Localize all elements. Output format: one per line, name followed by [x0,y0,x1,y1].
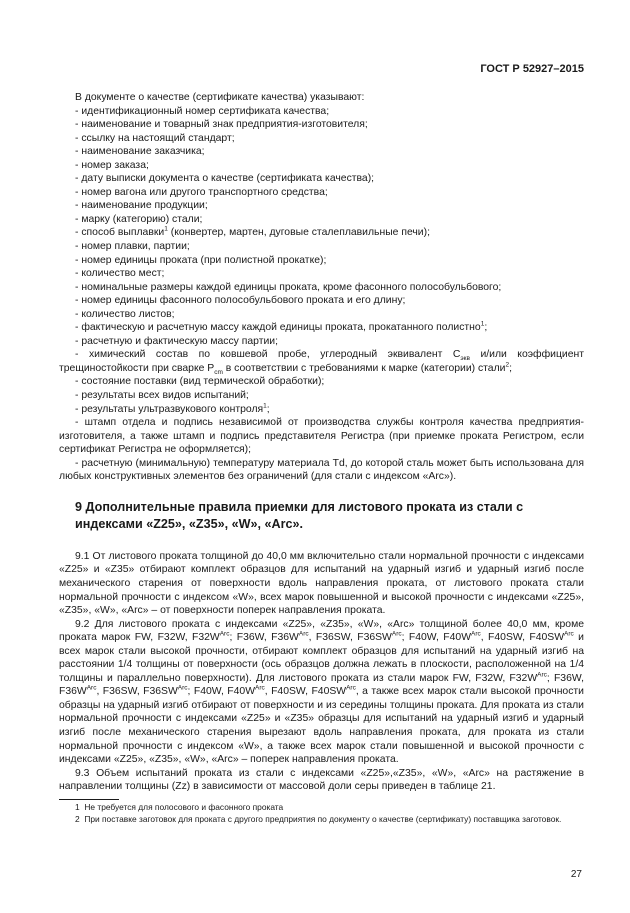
subscript: cm [214,369,223,377]
superscript: Arc [177,684,188,692]
footnote-divider [59,799,119,800]
list-item: - результаты всех видов испытаний; [75,390,249,402]
text: ; F36W, F36W [59,672,584,698]
text: 9.2 Для листового проката с индексами «Z25», «Z35», «W», «Arc» толщиной более 40,0 мм, кроме проката марок FW, F32W, F32W [59,618,584,644]
superscript: Arc [346,684,356,692]
text: и/или коэффициент трещиностойкости при сварке P [59,349,584,374]
list-item-chemical-composition [59,348,584,375]
paragraph-9-2 [59,618,584,767]
footnote-number: 2 [75,813,80,824]
list-item-mass [59,321,584,335]
superscript: Arc [219,630,230,638]
list-item: - ссылку на настоящий стандарт; [75,132,235,144]
text: - фактическую и расчетную массу каждой единицы проката, прокатанного полистно [75,322,481,334]
list-item: - идентификационный номер сертификата качества; [75,105,330,117]
list-item: - номер единицы проката (при полистной прокатке); [75,254,327,266]
list-item: - наименование продукции; [75,200,208,212]
paragraph-9-1: 9.1 От листового проката толщиной до 40,0 мм включительно стали нормальной прочности с индексами «Z25» и «Z35» отбирают комплект образцов для испытаний на ударный изгиб и ударный изгиб после механического старения от поверхности вдоль направления проката, от листового проката стали нормальной прочности с индексом «W», всех марок повышенной и высокой прочности с индексами «Z25», «Z35», «W», «Arc» – от поверхности поперек направления проката. [59,550,584,617]
list-item: - дату выписки документа о качестве (сертификата качества); [75,173,375,185]
text: и всех марок стали высокой прочности, отбирают комплект образцов для испытаний на ударный изгиб на расстоянии 1/4 толщины от поверхности (ось образцов должна лежать в плоскости, расположенной на 1/4 толщины и параллельно поверхности). Для листового проката из стали марок FW, F32W, F32W [59,632,584,684]
text: ; F36W, F36W [229,632,299,644]
list-item: - расчетную и фактическую массу партии; [75,335,278,347]
list-item-melt-method [59,226,584,240]
list-item: - номер плавки, партии; [75,241,190,253]
superscript: Arc [298,630,309,638]
text: , F40SW, F40SW [264,686,347,698]
standard-number: ГОСТ Р 52927–2015 [480,63,584,75]
text: в соответствии с требованиями к марке (категории) стали [222,362,506,374]
superscript: Arc [255,684,265,692]
superscript: Arc [86,684,97,692]
list-item-ultrasonic [59,403,584,417]
text: , F40SW, F40SW [480,632,565,644]
footnote-text: При поставке заготовок для проката с другого предприятия по документу о качестве (сертификату) поставщика заготовок. [84,813,562,824]
text: - химический состав по ковшевой пробе, углеродный эквивалент C [75,349,461,361]
superscript: Arc [471,630,481,638]
text: , F36SW, F36SW [96,686,178,698]
list-item: - номер единицы фасонного полособульбового проката и его длину; [75,295,406,307]
list-item: - количество листов; [75,308,175,320]
text: ; [484,322,488,334]
footnote [59,802,584,814]
footnote [59,814,584,826]
text: (конвертер, мартен, дуговые сталеплавильные печи); [167,227,430,239]
text: ; F40W, F40W [187,686,256,698]
list-item-temperature: - расчетную (минимальную) температуру материала Td, до которой сталь может быть использована для любых конструктивных элементов без ограничений (для стали с индексом «Arc»). [59,457,584,483]
superscript: Arc [391,630,402,638]
list-item-stamp: - штамп отдела и подпись независимой от производства службы контроля качества предприятия-изготовителя, а также штамп и подпись представителя Регистра (при приемке проката Регистром, если сертификат Регистра не оформляется); [59,417,584,456]
list-item: - марку (категорию) стали; [75,213,203,225]
footnote-ref: 1 [263,402,267,410]
list-item: - номинальные размеры каждой единицы проката, кроме фасонного полособульбового; [75,281,502,293]
list-item: - наименование и товарный знак предприятия-изготовителя; [75,119,368,131]
footnote-ref: 1 [480,320,485,328]
footnote-ref: 1 [164,226,168,233]
page-number: 27 [570,869,582,880]
list-item: - количество мест; [75,268,165,280]
footnote-number: 1 [75,801,80,812]
intro-paragraph: В документе о качестве (сертификате качества) указывают: [75,92,365,103]
list-item: - номер вагона или другого транспортного средства; [75,186,328,198]
superscript: Arc [537,671,547,679]
footnote-ref: 2 [505,361,510,369]
text: , а также всех марок стали высокой прочности образцы на ударный изгиб отбирают от поверхности и из середины толщины проката. Для проката из стали нормальной прочности с индексами «Z25» и «Z35» образцы для испытаний на ударный изгиб и ударный изгиб после механического старения вырезают вдоль направления проката, для проката из стали нормальной прочности с индексом «W», а также всех марок стали повышенной и высокой прочности с индексами «Z25», «Z35», «W», «Arc» – поперек направления проката. [59,686,584,766]
superscript: Arc [564,630,574,638]
subscript: экв [460,355,470,363]
list-item: - состояние поставки (вид термической обработки); [75,376,325,388]
text: ; F40W, F40W [401,632,472,644]
footnote-text: Не требуется для полосового и фасонного проката [84,801,284,812]
page-content [59,91,584,825]
text: - способ выплавки [75,227,165,239]
list-item: - наименование заказчика; [75,146,205,158]
text: - результаты ультразвукового контроля [75,403,264,415]
paragraph-9-3: 9.3 Объем испытаний проката из стали с индексами «Z25»,«Z35», «W», «Arc» на растяжение в направлении толщины (Zz) в зависимости от массовой доли серы приведен в таблице 21. [59,767,584,793]
list-item: - номер заказа; [75,159,149,171]
text: ; [266,403,270,415]
text: ; [509,362,512,374]
text: , F36SW, F36SW [308,632,392,644]
section-heading: 9 Дополнительные правила приемки для листового проката из стали с индексами «Z25», «Z35», «W», «Arc». [75,499,524,531]
